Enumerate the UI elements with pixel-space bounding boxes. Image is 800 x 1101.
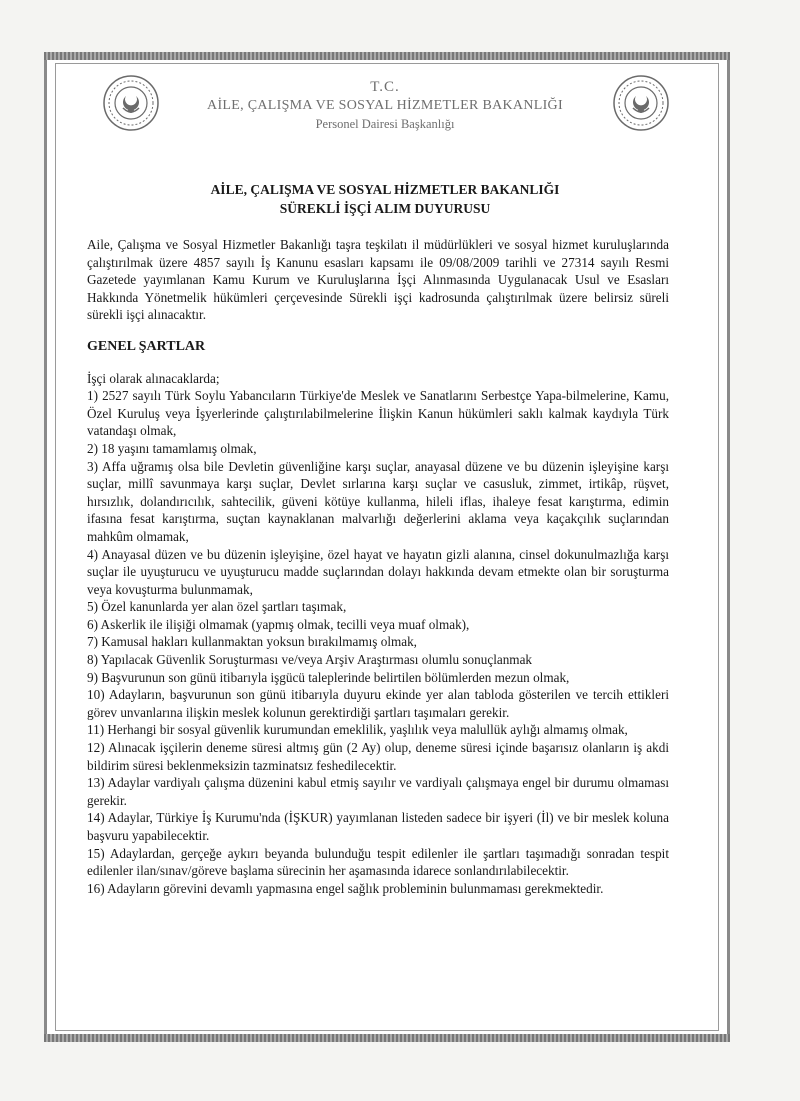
list-item: 1) 2527 sayılı Türk Soylu Yabancıların Türkiye'de Meslek ve Sanatlarını Serbestçe Yapa-bilmelerine, Kamu, Özel Kuruluş veya İşyerlerinde çalıştırılabilmelerine İlişkin Kanun hükümleri saklı kalmak kaydıyla Türk vatandaşı olmak, bbox=[87, 388, 669, 439]
lead-text: İşçi olarak alınacaklarda; bbox=[87, 370, 220, 386]
document-body bbox=[87, 236, 669, 897]
top-border-band bbox=[44, 52, 730, 60]
letterhead bbox=[160, 78, 610, 133]
list-item: 16) Adayların görevini devamlı yapmasına engel sağlık probleminin bulunmaması gerekmektedir. bbox=[87, 880, 604, 896]
section-heading: GENEL ŞARTLAR bbox=[87, 338, 206, 354]
list-item: 8) Yapılacak Güvenlik Soruşturması ve/veya Arşiv Araştırması olumlu sonuçlanmak bbox=[87, 652, 533, 668]
list-item: 6) Askerlik ile ilişiği olmamak (yapmış olmak, tecilli veya muaf olmak), bbox=[87, 616, 470, 632]
list-item: 3) Affa uğramış olsa bile Devletin güvenliğine karşı suçlar, anayasal düzene ve bu düzenin işleyişine karşı suçlar, millî savunmaya karşı suçlar, Devlet sırlarına karşı suçlar ve casusluk, zimmet, irtikâp, rüşvet, hırsızlık, dolandırıcılık, sahtecilik, güveni kötüye kullanma, hileli iflas, ihaleye fesat karıştırma, edimin ifasına fesat karıştırma, suçtan kaynaklanan malvarlığı değerlerini aklama veya kaçakçılık suçlarından mahkûm olmamak, bbox=[87, 458, 669, 544]
list-item: 15) Adaylardan, gerçeğe aykırı beyanda bulunduğu tespit edilenler ile şartları taşımadığı sonradan tespit edilenler ilan/sınav/göreve başlama sürecinin her aşamasında idarece sonlandırılabilecektir. bbox=[87, 845, 669, 879]
list-item: 14) Adaylar, Türkiye İş Kurumu'nda (İŞKUR) yayımlanan listeden sadece bir işyeri (İl) ve bir meslek koluna başvuru yapabilecektir. bbox=[87, 810, 669, 843]
ministry-emblem-icon bbox=[612, 74, 670, 132]
intro-paragraph: Aile, Çalışma ve Sosyal Hizmetler Bakanlığı taşra teşkilatı il müdürlükleri ve sosyal hizmet kuruluşlarında çalıştırılmak üzere 4857 sayılı İş Kanunu esasları kapsamı ile 09/08/2009 tarihli ve 27314 sayılı Resmi Gazetede yayımlanan Kamu Kurum ve Kuruluşlarına İşçi Alınmasında Uygulanacak Usul ve Esasları Hakkında Yönetmelik hükümleri çerçevesinde Sürekli işçi kadrosunda çalıştırılmak üzere belirsiz süreli sürekli işçi alınacaktır. bbox=[87, 237, 669, 323]
letterhead-ministry-name: AİLE, ÇALIŞMA VE SOSYAL HİZMETLER BAKANLIĞI bbox=[207, 98, 563, 113]
title-line-2: SÜREKLİ İŞÇİ ALIM DUYURUSU bbox=[279, 201, 491, 216]
bottom-border-band bbox=[44, 1034, 730, 1042]
list-item: 10) Adayların, başvurunun son günü itibarıyla duyuru ekinde yer alan tabloda gösterilen ve tercih ettikleri görev unvanlarına ilişkin meslek kolunun gerektirdiği şartları taşımaları gerekir. bbox=[87, 687, 669, 720]
document-title bbox=[90, 180, 680, 218]
list-item: 13) Adaylar vardiyalı çalışma düzenini kabul etmiş sayılır ve vardiyalı çalışmaya engel bir durumu olmaması gerekir. bbox=[87, 775, 669, 808]
list-item: 9) Başvurunun son günü itibarıyla işgücü taleplerinde belirtilen bölümlerden mezun olmak, bbox=[87, 669, 570, 685]
list-item: 12) Alınacak işçilerin deneme süresi altmış gün (2 Ay) olup, deneme süresi içinde başarısız olanların iş akdi bildirim süresi beklenmeksizin tazminatsız feshedilecektir. bbox=[87, 740, 669, 773]
list-item: 2) 18 yaşını tamamlamış olmak, bbox=[87, 440, 257, 456]
list-item: 4) Anayasal düzen ve bu düzenin işleyişine, özel hayat ve hayatın gizli alanına, cinsel dokunulmazlığa karşı suçlar ile uyuşturucu ve uyuşturucu madde suçlarından dolayı hakkında devam etmekte olan bir soruşturma veya kovuşturma bulunmamak, bbox=[87, 546, 669, 597]
letterhead-department: Personel Dairesi Başkanlığı bbox=[315, 117, 455, 131]
list-item: 7) Kamusal hakları kullanmaktan yoksun bırakılmamış olmak, bbox=[87, 634, 417, 650]
letterhead-line-tc: T.C. bbox=[370, 79, 400, 95]
ministry-emblem-icon bbox=[102, 74, 160, 132]
list-item: 5) Özel kanunlarda yer alan özel şartları taşımak, bbox=[87, 599, 347, 615]
list-item: 11) Herhangi bir sosyal güvenlik kurumundan emeklilik, yaşlılık veya malullük aylığı almamış olmak, bbox=[87, 722, 628, 738]
title-line-1: AİLE, ÇALIŞMA VE SOSYAL HİZMETLER BAKANLIĞI bbox=[210, 182, 560, 197]
